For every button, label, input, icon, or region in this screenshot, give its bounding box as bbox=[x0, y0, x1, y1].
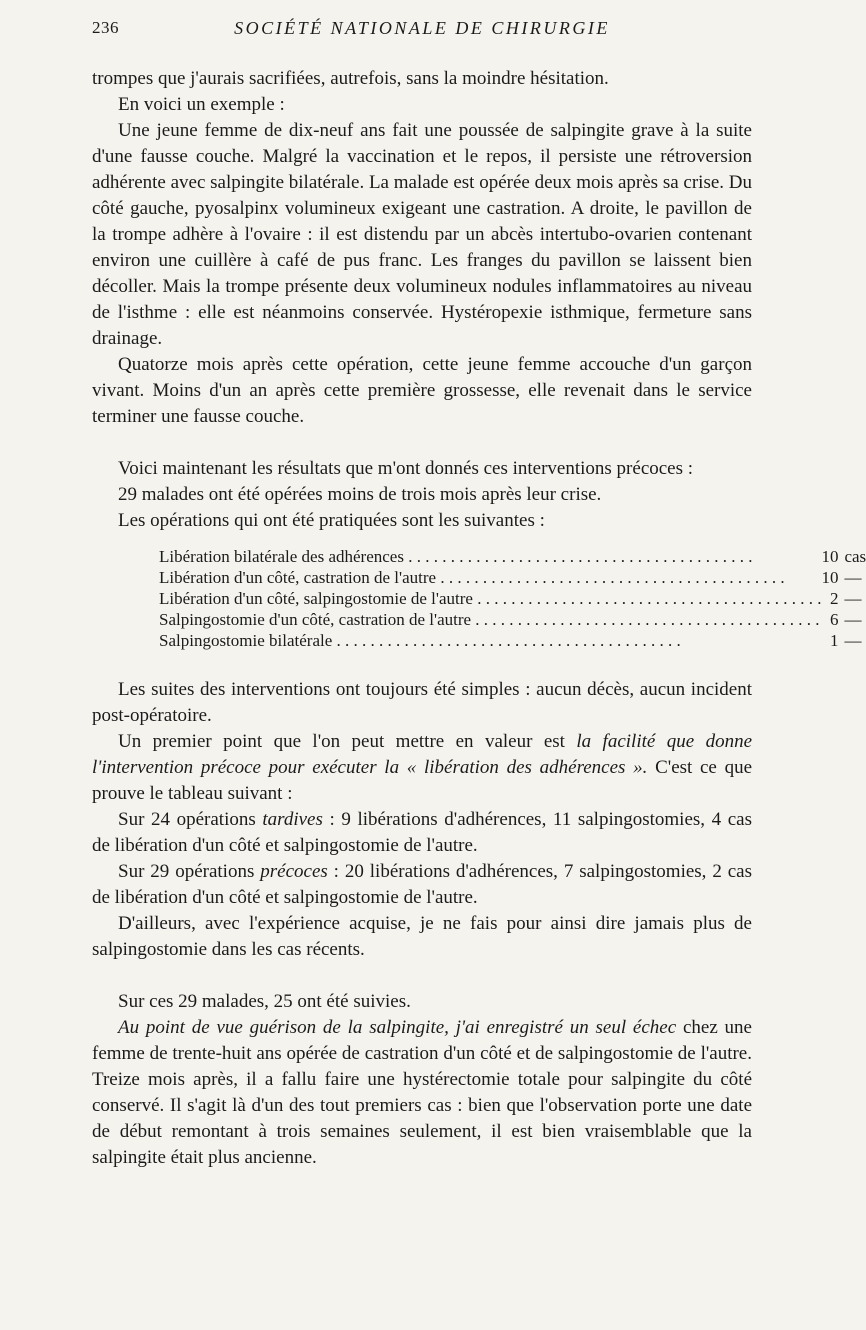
operations-table bbox=[159, 546, 866, 651]
operation-count: 6 bbox=[829, 610, 839, 629]
document-body bbox=[92, 66, 866, 1171]
table-row bbox=[159, 609, 866, 630]
running-head: SOCIÉTÉ NATIONALE DE CHIRURGIE bbox=[234, 18, 610, 38]
paragraph: Au point de vue guérison de la salpingite, j'ai enregistré un seul échec chez une femme de trente-huit ans opérée de castration d'un côté et de salpingostomie de l'autre. Treize mois après, il a fallu faire une hystérectomie totale pour salpingite du côté conservé. Il s'agit là d'un des tout premiers cas : bien que l'observation porte une date de début remontant à trois semaines seulement, il est bien vraisemblable que la salpingite était plus ancienne. bbox=[92, 1017, 752, 1168]
table-row bbox=[159, 567, 866, 588]
operation-unit: cas bbox=[844, 547, 866, 566]
paragraph: Un premier point que l'on peut mettre en valeur est la facilité que donne l'intervention précoce pour exécuter la « libération des adhérences ». C'est ce que prouve le tableau suivant : bbox=[92, 731, 752, 804]
paragraph: 29 malades ont été opérées moins de trois mois après leur crise. bbox=[118, 484, 602, 505]
table-row bbox=[159, 588, 866, 609]
emphasis: la facilité que donne l'intervention précoce pour exécuter la « libération des adhérences ». bbox=[92, 731, 752, 778]
operation-count: 1 bbox=[829, 631, 839, 650]
operation-count: 10 bbox=[821, 568, 839, 587]
paragraph: Sur 24 opérations tardives : 9 libérations d'adhérences, 11 salpingostomies, 4 cas de libération d'un côté et salpingostomie de l'autre. bbox=[92, 809, 752, 856]
paragraph: Sur ces 29 malades, 25 ont été suivies. bbox=[118, 991, 411, 1012]
emphasis: tardives bbox=[262, 809, 323, 830]
operation-label: Salpingostomie bilatérale . . . bbox=[159, 630, 821, 651]
operation-unit: — bbox=[844, 589, 862, 608]
paragraph: trompes que j'aurais sacrifiées, autrefois, sans la moindre hésitation. bbox=[92, 68, 609, 89]
operation-label: Salpingostomie d'un côté, castration de l'autre . . . bbox=[159, 609, 821, 630]
operation-label: Libération d'un côté, salpingostomie de l'autre . . . bbox=[159, 588, 821, 609]
operation-unit: — bbox=[844, 610, 862, 629]
operation-label: Libération bilatérale des adhérences . . . bbox=[159, 546, 821, 567]
paragraph: D'ailleurs, avec l'expérience acquise, je ne fais pour ainsi dire jamais plus de salpingostomie dans les cas récents. bbox=[92, 913, 752, 960]
table-row bbox=[159, 630, 866, 651]
emphasis: Au point de vue guérison de la salpingite, j'ai enregistré un seul échec bbox=[118, 1017, 677, 1038]
page-header bbox=[92, 18, 752, 48]
operation-unit: — bbox=[844, 568, 862, 587]
paragraph: Une jeune femme de dix-neuf ans fait une poussée de salpingite grave à la suite d'une fausse couche. Malgré la vaccination et le repos, il persiste une rétroversion adhérente avec salpingite bilatérale. La malade est opérée deux mois après sa crise. Du côté gauche, pyosalpinx volumineux exigeant une castration. A droite, le pavillon de la trompe adhère à l'ovaire : il est distendu par un abcès intertubo-ovarien contenant environ une cuillère à café de pus franc. Les franges du pavillon se laissent bien décoller. Mais la trompe présente deux volumineux nodules inflammatoires au niveau de l'isthme : elle est néanmoins conservée. Hystéropexie isthmique, fermeture sans drainage. bbox=[92, 120, 752, 349]
operation-count: 10 bbox=[821, 547, 839, 566]
paragraph: En voici un exemple : bbox=[118, 94, 285, 115]
paragraph: Les opérations qui ont été pratiquées sont les suivantes : bbox=[118, 510, 545, 531]
paragraph: Voici maintenant les résultats que m'ont donnés ces interventions précoces : bbox=[118, 458, 694, 479]
operation-unit: — bbox=[844, 631, 862, 650]
page-number: 236 bbox=[92, 18, 119, 37]
emphasis: précoces bbox=[260, 861, 328, 882]
table-row bbox=[159, 546, 866, 567]
paragraph: Quatorze mois après cette opération, cette jeune femme accouche d'un garçon vivant. Moins d'un an après cette première grossesse, elle revenait dans le service terminer une fausse couche. bbox=[92, 354, 752, 427]
operation-count: 2 bbox=[829, 589, 839, 608]
paragraph: Les suites des interventions ont toujours été simples : aucun décès, aucun incident post-opératoire. bbox=[92, 679, 752, 726]
paragraph: Sur 29 opérations précoces : 20 libérations d'adhérences, 7 salpingostomies, 2 cas de libération d'un côté et salpingostomie de l'autre. bbox=[92, 861, 752, 908]
operation-label: Libération d'un côté, castration de l'autre . . . bbox=[159, 567, 821, 588]
